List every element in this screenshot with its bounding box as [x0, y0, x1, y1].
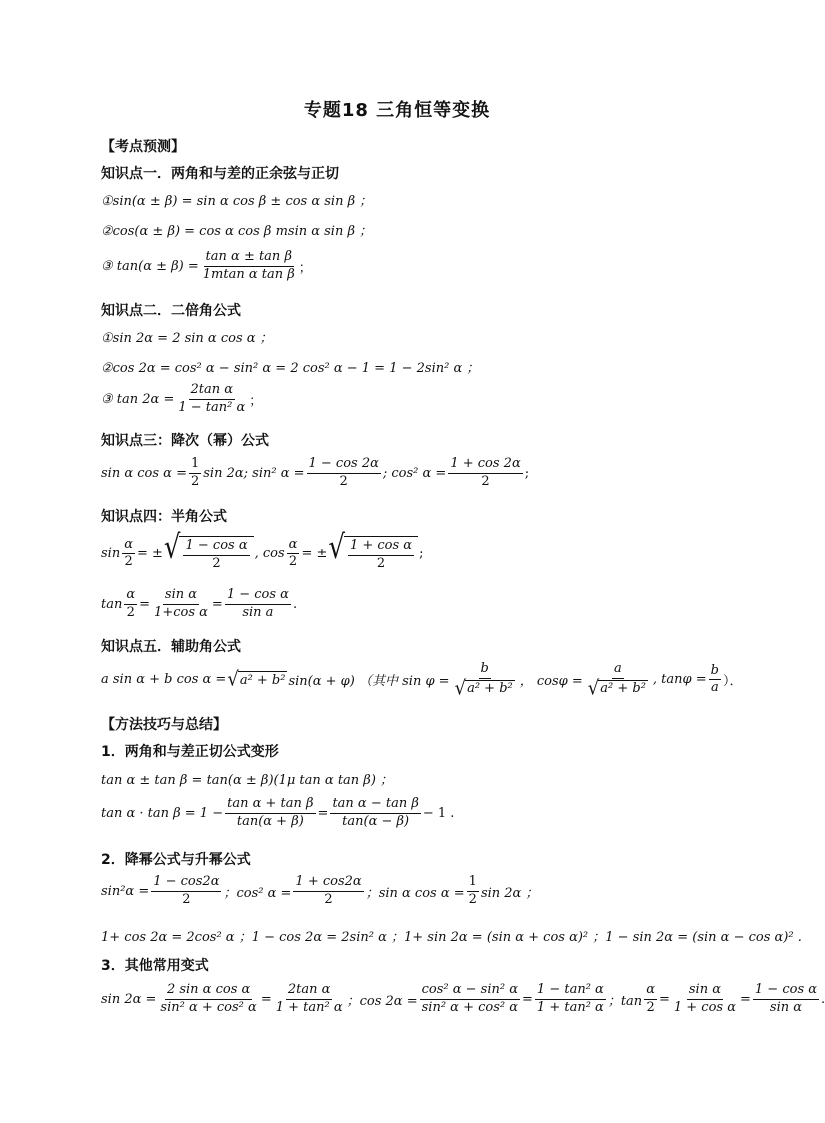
radical-icon: √	[587, 676, 600, 700]
formula-tan-sum-variant: tan α ± tan β = tan(α ± β)(1μ tan α tan β) ；	[101, 773, 394, 788]
square-root: √ a² + b²	[454, 676, 513, 700]
fraction: $\frac{\text{1 − cos α}}{2}$	[185, 538, 248, 571]
section-exam-prediction: 【考点预测】	[101, 139, 185, 155]
fraction: $\frac{1 - \cos 2\alpha}{2}$	[308, 456, 379, 489]
fraction: $\frac{1 + \cos 2\alpha}{2}$	[295, 874, 362, 907]
knowledge-point-5: 知识点五．辅助角公式	[101, 639, 241, 655]
fraction: $\frac{\alpha}{2}$	[126, 587, 136, 620]
square-root: √ a² + b²	[227, 667, 286, 691]
page-title: 专题18 三角恒等变换	[303, 100, 491, 121]
formula-tan-product: tan α · tan β = 1 − $\frac{\text{tan α + tan β}}{\tan(\alpha + \beta)}$ = $\frac{\text{tan α − tan β}}{\tan(\alpha - \beta)}$ − 1 .	[101, 796, 455, 829]
method-2: 2．降幂公式与升幂公式	[101, 852, 251, 868]
formula-auxiliary-angle: a sin α + b cos α = √ a² + b² sin(α + φ) （其中 sin φ = b √ a² + b² ， cosφ = a √ a² + b² , tanφ = $\frac{b}{a}$ ）．	[101, 661, 743, 700]
formula-power-raise: 1+ cos 2α = 2cos² α ；1 − cos 2α = 2sin² α ；1+ sin 2α = (sin α + cos α)² ；1 − sin 2α = (sin α − cos α)² .	[101, 930, 802, 945]
fraction: $\frac{1}{2}$	[468, 874, 477, 907]
fraction: $\frac{\text{sin α}}{\text{1+cos α}}$	[154, 587, 208, 620]
square-root	[328, 529, 418, 572]
formula-tan-sum: ③ tan(α ± β) = $\frac{\text{tan α ± tan β}}{\text{1mtan α tan β}}$ ；	[101, 249, 312, 282]
formula-half-angle-sin-cos: sin $\frac{\alpha}{2}$ = ± √ $\frac{\text{1 − cos α}}{2}$ , cos $\frac{\alpha}{2}$ = ± √ $\frac{\text{1 + cos α}}{2}$ ;	[101, 536, 423, 572]
knowledge-point-4: 知识点四：半角公式	[101, 509, 227, 525]
formula-power-reduction: sin α cos α = $\frac{1}{2}$ sin 2α; sin² α = $\frac{1 - \cos 2\alpha}{2}$ ; cos² α = $\frac{1 + \cos 2\alpha}{2}$ ;	[101, 456, 530, 489]
radical-icon: √	[454, 676, 467, 700]
fraction: $\frac{\text{cos² α − sin² α}}{\text{sin² α + cos² α}}$	[421, 982, 519, 1015]
square-root: √ a² + b²	[587, 676, 646, 700]
section-methods-summary: 【方法技巧与总结】	[101, 717, 227, 733]
fraction: $\frac{1 + \cos 2\alpha}{2}$	[450, 456, 521, 489]
formula-sin-sum: ①sin(α ± β) = sin α cos β ± cos α sin β ；	[101, 194, 373, 209]
fraction: $\frac{\text{1 − cos α}}{\text{sin α}}$	[754, 982, 818, 1015]
fraction: $\frac{\alpha}{2}$	[646, 982, 655, 1015]
fraction: $\frac{\text{1 − cos α}}{\text{sin a}}$	[226, 587, 289, 620]
knowledge-point-2: 知识点二．二倍角公式	[101, 303, 241, 319]
fraction: $\frac{\text{2 sin α cos α}}{\text{sin² α + cos² α}}$	[160, 982, 257, 1015]
fraction: $\frac{1}{2}$	[190, 456, 200, 489]
fraction: $\frac{\text{1 + cos α}}{2}$	[349, 538, 413, 571]
fraction: $\frac{1 - \cos 2\alpha}{2}$	[153, 874, 220, 907]
fraction: $\frac{\alpha}{2}$	[288, 536, 298, 570]
radical-icon: √	[227, 667, 239, 691]
method-1: 1．两角和与差正切公式变形	[101, 744, 279, 760]
fraction: b √ a² + b²	[454, 661, 513, 700]
fraction: $\frac{\text{tan α ± tan β}}{\text{1mtan α tan β}}$	[202, 249, 295, 282]
fraction: $\frac{b}{a}$	[710, 662, 719, 696]
formula-sin-double: ①sin 2α = 2 sin α cos α ；	[101, 331, 273, 346]
fraction: $\frac{\text{2tan α}}{\text{1 + tan² α}}$	[275, 982, 343, 1015]
formula-cos-sum: ②cos(α ± β) = cos α cos β msin α sin β ；	[101, 224, 373, 239]
fraction: $\frac{\text{tan α + tan β}}{\tan(\alpha + \beta)}$	[227, 796, 314, 829]
fraction: $\frac{\text{1 − tan² α}}{\text{1 + tan² α}}$	[536, 982, 604, 1015]
knowledge-point-1: 知识点一．两角和与差的正余弦与正切	[101, 166, 339, 182]
formula-other-variants: sin 2α = $\frac{\text{2 sin α cos α}}{\text{sin² α + cos² α}}$ = $\frac{\text{2tan α}}{\text{1 + tan² α}}$ ；cos 2α = $\frac{\text{cos² α − sin² α}}{\text{sin² α + cos² α}}$ = $\frac{\text{1 − tan² α}}{\text{1 + tan² α}}$ ；tan $\frac{\alpha}{2}$ = $\frac{\text{sin α}}{\text{1 + cos α}}$ = $\frac{\text{1 − cos α}}{\text{sin α}}$ .	[101, 982, 825, 1015]
formula-tan-double: ③ tan 2α = $\frac{\text{2tan α}}{\text{1 − tan² α}}$ ；	[101, 382, 263, 415]
formula-half-angle-tan: tan $\frac{\alpha}{2}$ = $\frac{\text{sin α}}{\text{1+cos α}}$ = $\frac{\text{1 − cos α}}{\text{sin a}}$ .	[101, 587, 298, 620]
radical-icon: √	[328, 529, 345, 567]
fraction: $\frac{\text{tan α − tan β}}{\tan(\alpha - \beta)}$	[332, 796, 419, 829]
fraction: a √ a² + b²	[587, 661, 646, 700]
fraction: $\frac{\text{sin α}}{\text{1 + cos α}}$	[673, 982, 736, 1015]
fraction: $\frac{\alpha}{2}$	[124, 536, 133, 570]
radical-icon: √	[163, 529, 181, 567]
knowledge-point-3: 知识点三：降次（幂）公式	[101, 433, 269, 449]
formula-power-reduction-2: sin²α = $\frac{1 - \cos 2\alpha}{2}$ ；cos² α = $\frac{1 + \cos 2\alpha}{2}$ ；sin α cos α = $\frac{1}{2}$ sin 2α ；	[101, 874, 539, 907]
square-root	[163, 529, 254, 572]
formula-cos-double: ②cos 2α = cos² α − sin² α = 2 cos² α − 1 = 1 − 2sin² α ；	[101, 361, 480, 376]
method-3: 3．其他常用变式	[101, 958, 209, 974]
fraction: $\frac{\text{2tan α}}{\text{1 − tan² α}}$	[178, 382, 246, 415]
